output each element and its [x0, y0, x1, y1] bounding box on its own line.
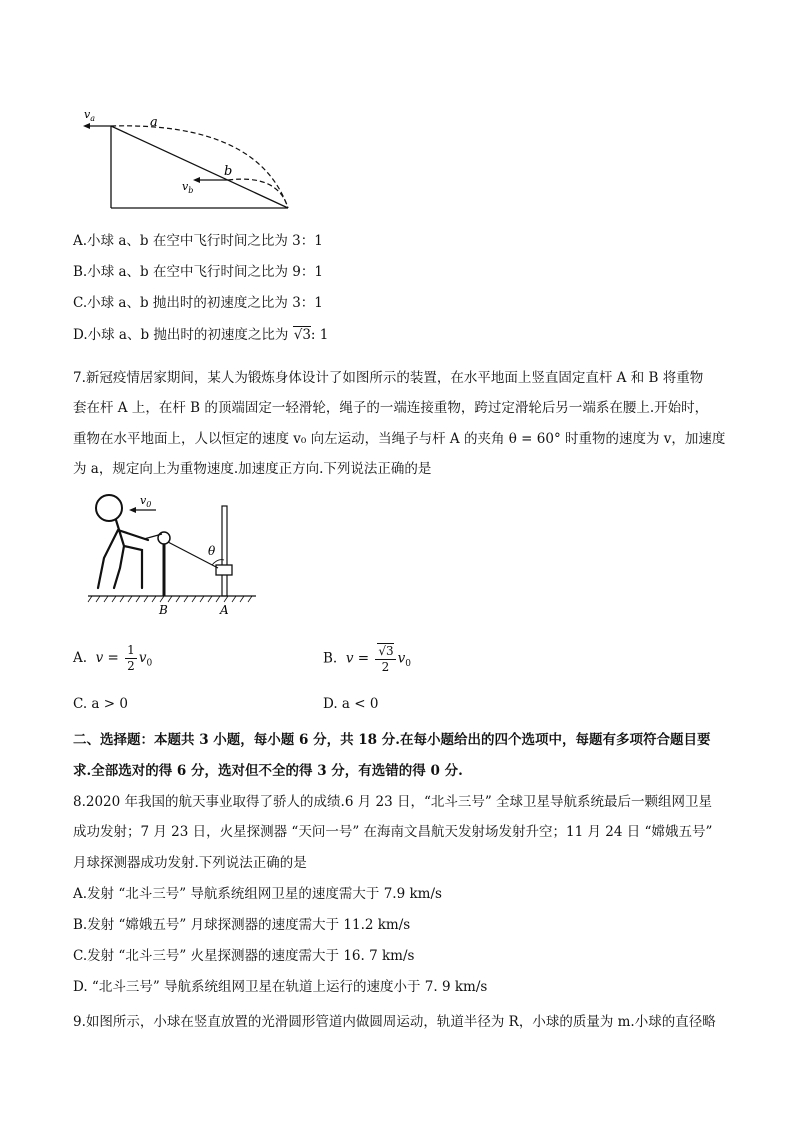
projectile-figure — [78, 102, 298, 212]
label-b: b — [224, 164, 233, 179]
fraction-sqrt3-half: $\frac{√3}{2}$ — [375, 643, 395, 675]
q6-option-d-suffix: : 1 — [310, 327, 329, 343]
q9-stem-line1: 9.如图所示，小球在竖直放置的光滑圆形管道内做圆周运动，轨道半径为 R，小球的质量为 m.小球的直径略 — [73, 1014, 716, 1030]
q7-option-a: A. v = $\frac{1}{2}$ $v_0$ — [73, 643, 153, 673]
q7-stem-line3: 重物在水平地面上，人以恒定的速度 v₀ 向左运动，当绳子与杆 A 的夹角 θ = 60° 时重物的速度为 v，加速度 — [73, 431, 726, 447]
q6-option-c: C.小球 a、b 抛出时的初速度之比为 3：1 — [73, 295, 323, 311]
q8-stem-line3: 月球探测器成功发射.下列说法正确的是 — [73, 855, 307, 871]
q7-option-d: D. a < 0 — [323, 696, 379, 712]
label-a: a — [150, 115, 158, 130]
label-a-rod: A — [220, 603, 229, 617]
q6-option-d-prefix: D.小球 a、b 抛出时的初速度之比为 — [73, 327, 289, 343]
label-theta: θ — [208, 544, 216, 558]
q7-option-b: B. v = $\frac{√3}{2}$ $v_0$ — [323, 644, 412, 674]
section2-heading-line2: 求.全部选对的得 6 分，选对但不全的得 3 分，有选错的得 0 分. — [73, 763, 463, 779]
q8-stem-line2: 成功发射；7 月 23 日，火星探测器 “天问一号” 在海南文昌航天发射场发射升空；11 月 24 日 “嫦娥五号” — [73, 824, 713, 840]
q8-option-d: D. “北斗三号” 导航系统组网卫星在轨道上运行的速度小于 7. 9 km/s — [73, 979, 488, 995]
q8-stem-line1: 8.2020 年我国的航天事业取得了骄人的成绩.6 月 23 日，“北斗三号” 全球卫星导航系统最后一颗组网卫星 — [73, 794, 713, 810]
q6-option-d-sqrt: √3 — [293, 327, 311, 343]
weight-block — [216, 565, 232, 575]
section2-heading-line1: 二、选择题：本题共 3 小题，每小题 6 分，共 18 分.在每小题给出的四个选项中，每题有多项符合题目要 — [73, 732, 711, 748]
label-b-rod: B — [159, 603, 168, 617]
label-va: $v_a$ — [84, 108, 95, 123]
q7-stem-line2: 套在杆 A 上，在杆 B 的顶端固定一轻滑轮，绳子的一端连接重物，跨过定滑轮后另一端系在腰上.开始时， — [73, 400, 709, 416]
q6-option-d — [73, 323, 328, 343]
person-body — [98, 520, 148, 588]
pulley-figure — [84, 488, 264, 620]
q8-option-a: A.发射 “北斗三号” 导航系统组网卫星的速度需大于 7.9 km/s — [73, 886, 442, 902]
va-arrowhead — [83, 123, 90, 129]
q7-stem-line4: 为 a，规定向上为重物速度.加速度正方向.下列说法正确的是 — [73, 461, 432, 477]
q7-option-c: C. a > 0 — [73, 696, 128, 712]
q6-option-a: A.小球 a、b 在空中飞行时间之比为 3：1 — [73, 233, 323, 249]
q8-option-c: C.发射 “北斗三号” 火星探测器的速度需大于 16. 7 km/s — [73, 948, 415, 964]
q8-option-b: B.发射 “嫦娥五号” 月球探测器的速度需大于 11.2 km/s — [73, 917, 411, 933]
person-head — [96, 495, 122, 521]
fraction-one-half: $\frac{1}{2}$ — [127, 643, 135, 673]
ground-hatch — [88, 596, 252, 602]
incline-slope — [111, 126, 288, 208]
rod-a — [222, 506, 227, 596]
q7-stem-line1: 7.新冠疫情居家期间，某人为锻炼身体设计了如图所示的装置，在水平地面上竖直固定直杆 A 和 B 将重物 — [73, 370, 704, 386]
label-v0: $v_0$ — [140, 494, 152, 509]
vb-arrowhead — [193, 177, 200, 183]
label-vb: $v_b$ — [182, 180, 194, 195]
v0-arrowhead — [129, 507, 136, 513]
q6-option-b: B.小球 a、b 在空中飞行时间之比为 9：1 — [73, 264, 323, 280]
